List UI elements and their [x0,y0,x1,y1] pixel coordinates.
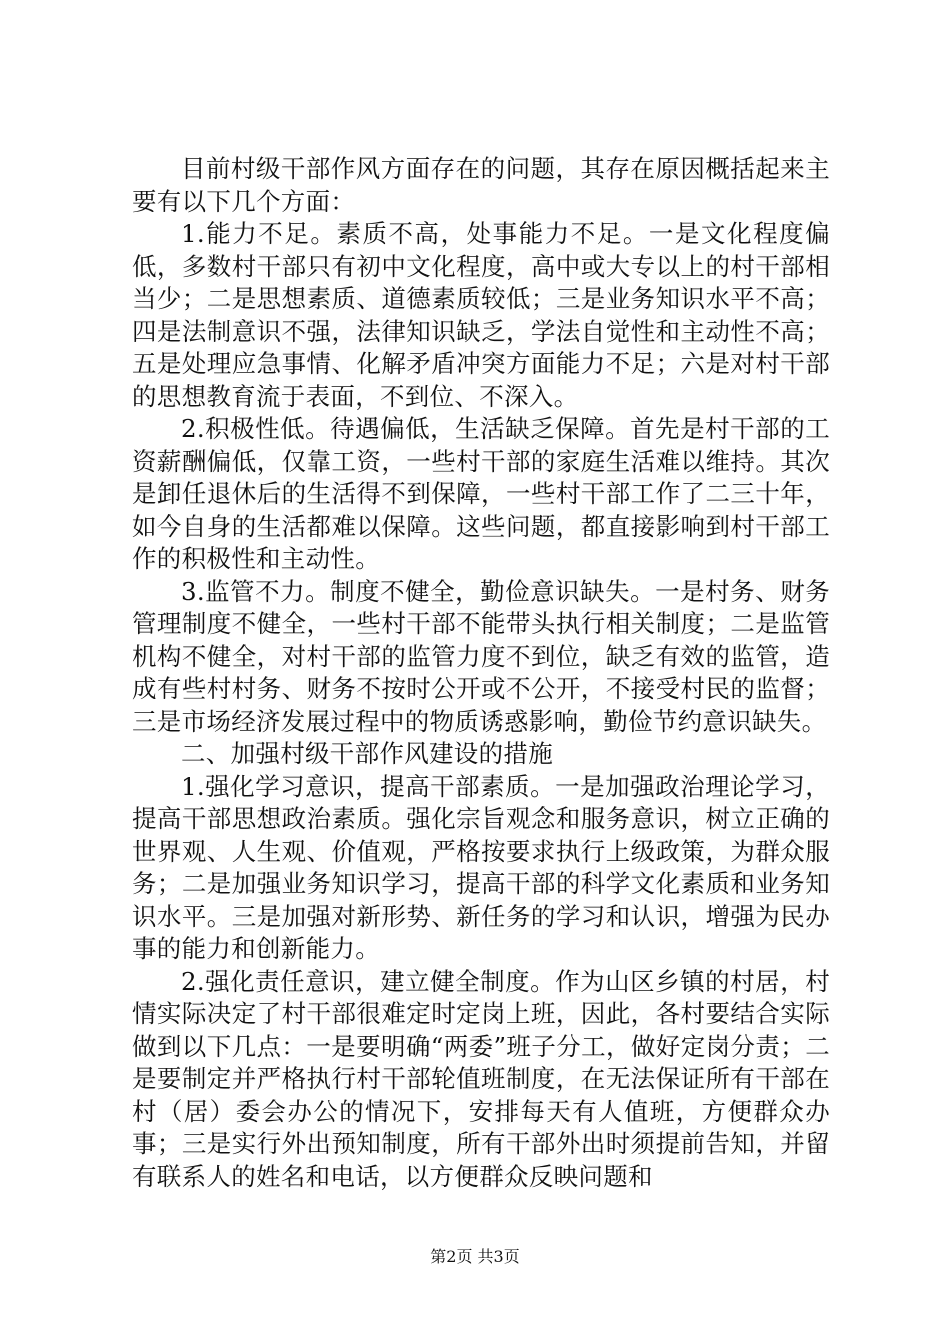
page-footer: 第2页 共3页 [430,1247,520,1266]
paragraph-supervision: 3.监管不力。制度不健全，勤俭意识缺失。一是村务、财务管理制度不健全，一些村干部不能带头执行相关制度；二是监管机构不健全，对村干部的监管力度不到位，缺乏有效的监管，造成有些村村务、财务不按时公开或不公开，不接受村民的监督；三是市场经济发展过程中的物质诱惑影响，勤俭节约意识缺失。 [132,576,830,736]
paragraph-ability: 1.能力不足。素质不高，处事能力不足。一是文化程度偏低，多数村干部只有初中文化程度，高中或大专以上的村干部相当少；二是思想素质、道德素质较低；三是业务知识水平不高；四是法制意识不强，法律知识缺乏，学法自觉性和主动性不高；五是处理应急事情、化解矛盾冲突方面能力不足；六是对村干部的思想教育流于表面，不到位、不深入。 [132,219,830,411]
section-heading: 二、加强村级干部作风建设的措施 [181,739,553,768]
paragraph-study: 1.强化学习意识，提高干部素质。一是加强政治理论学习，提高干部思想政治素质。强化宗旨观念和服务意识，树立正确的世界观、人生观、价值观，严格按要求执行上级政策，为群众服务；二是加强业务知识学习，提高干部的科学文化素质和业务知识水平。三是加强对新形势、新任务的学习和认识，增强为民办事的能力和创新能力。 [132,771,830,963]
paragraph-intro: 目前村级干部作风方面存在的问题，其存在原因概括起来主要有以下几个方面： [132,154,830,216]
document-body [132,153,830,1193]
paragraph-motivation: 2.积极性低。待遇偏低，生活缺乏保障。首先是村干部的工资薪酬偏低，仅靠工资，一些村干部的家庭生活难以维持。其次是卸任退休后的生活得不到保障，一些村干部工作了二三十年，如今自身的生活都难以保障。这些问题，都直接影响到村干部工作的积极性和主动性。 [132,414,830,573]
paragraph-responsibility: 2.强化责任意识，建立健全制度。作为山区乡镇的村居，村情实际决定了村干部很难定时定岗上班，因此，各村要结合实际做到以下几点：一是要明确“两委”班子分工，做好定岗分责；二是要制定并严格执行村干部轮值班制度，在无法保证所有干部在村（居）委会办公的情况下，安排每天有人值班，方便群众办事；三是实行外出预知制度，所有干部外出时须提前告知，并留有联系人的姓名和电话，以方便群众反映问题和 [132,966,830,1191]
